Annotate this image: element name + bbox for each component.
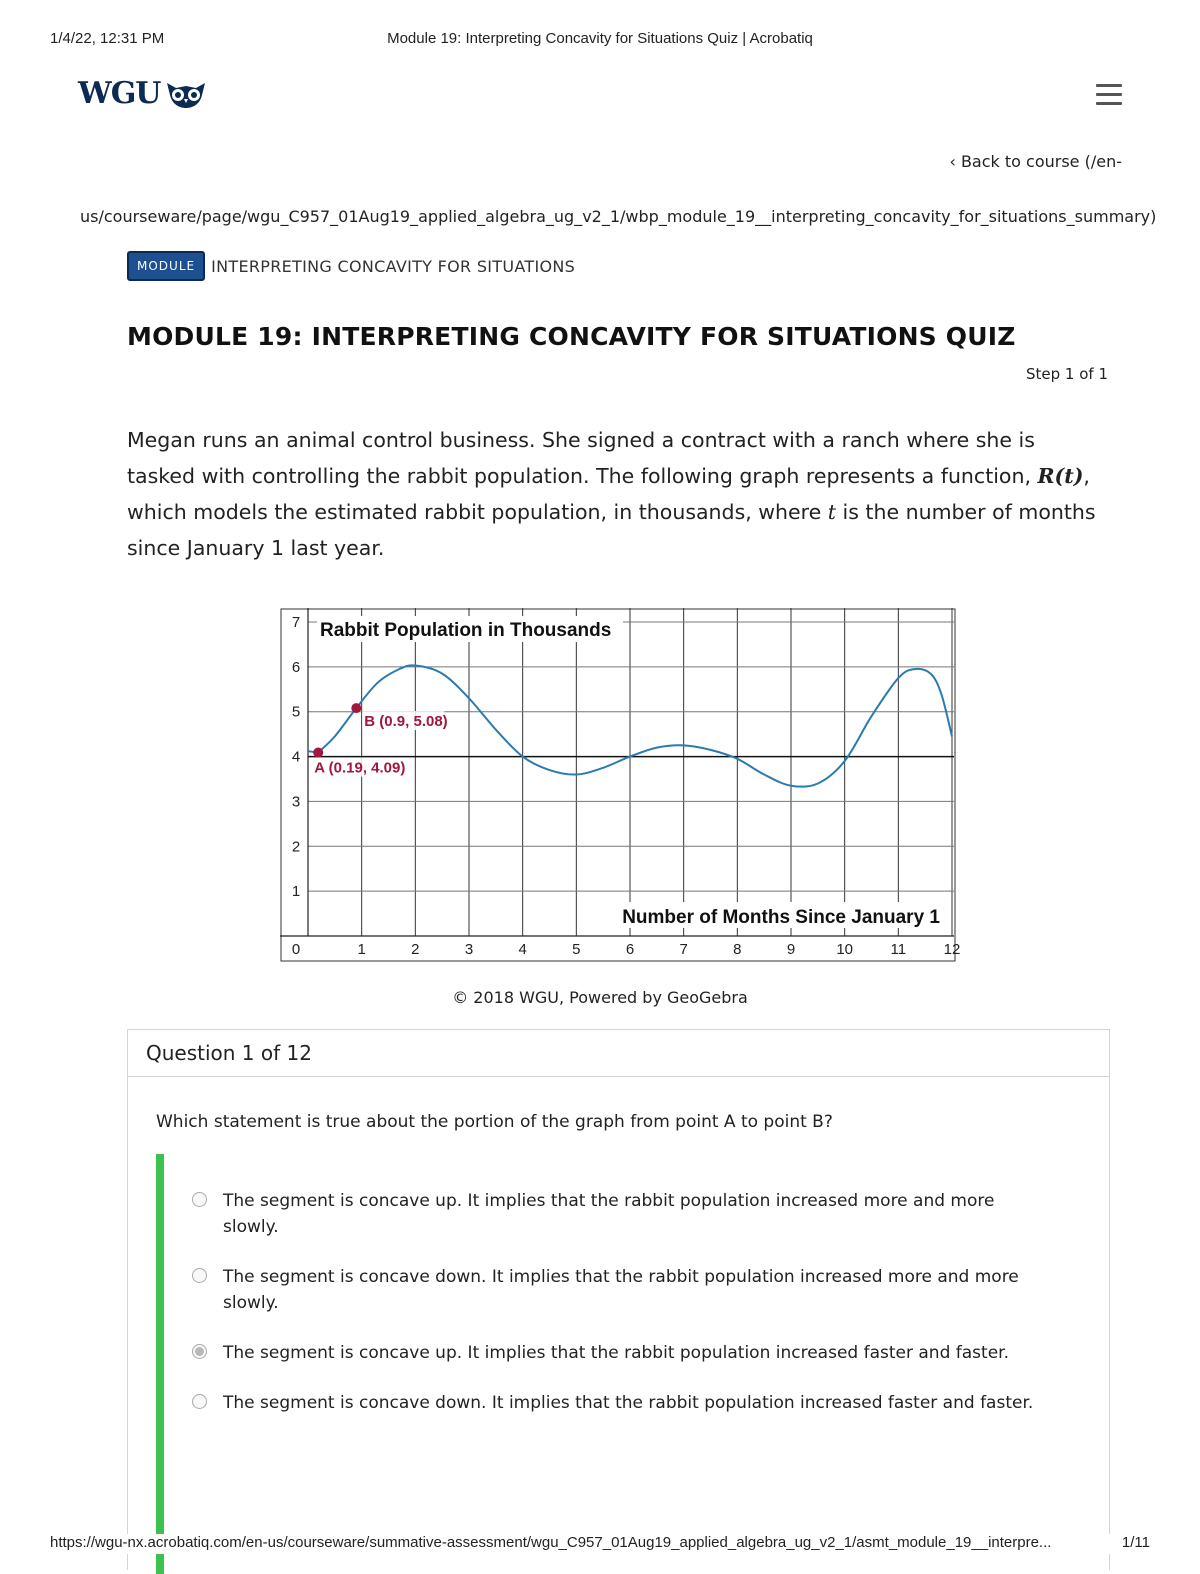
x-tick-label: 2 — [411, 941, 420, 958]
radio-button[interactable] — [192, 1192, 207, 1207]
variable-name: t — [827, 500, 837, 524]
menu-icon[interactable] — [1096, 84, 1122, 106]
y-tick-label: 7 — [291, 614, 301, 631]
point-b — [351, 703, 361, 713]
y-tick-label: 2 — [291, 838, 301, 856]
prompt-text-2: , which models the estimated rabbit population, in thousands, where — [127, 464, 1090, 524]
module-breadcrumb — [127, 251, 575, 281]
page-number: 1/11 — [1121, 1534, 1150, 1551]
x-axis-label: Number of Months Since January 1 — [622, 907, 940, 928]
step-indicator: Step 1 of 1 — [1025, 365, 1108, 383]
answer-label[interactable]: The segment is concave down. It implies that the rabbit population increased more and more slowly. — [223, 1267, 1019, 1313]
x-tick-label: 12 — [943, 941, 961, 958]
question-text: Which statement is true about the portion of the graph from point A to point B? — [156, 1112, 833, 1132]
print-url: https://wgu-nx.acrobatiq.com/en-us/courseware/summative-assessment/wgu_C957_01Aug19_applied_algebra_ug_v2_1/asmt_module_19__interpre... — [50, 1534, 1052, 1551]
print-date: 1/4/22, 12:31 PM — [50, 30, 165, 47]
prompt-text-1: Megan runs an animal control business. She signed a contract with a ranch where she is tasked with controlling the rabbit population. The following graph represents a function, — [127, 428, 1038, 488]
print-footer — [50, 1534, 1150, 1554]
question-counter: Question 1 of 12 — [128, 1030, 1109, 1077]
x-tick-label: 6 — [625, 941, 635, 958]
answer-option[interactable] — [192, 1390, 1052, 1416]
page-title: MODULE 19: INTERPRETING CONCAVITY FOR SITUATIONS QUIZ — [127, 322, 1016, 351]
module-name: INTERPRETING CONCAVITY FOR SITUATIONS — [211, 256, 576, 276]
prompt-text-3: is the number of months since January 1 last year. — [127, 500, 1096, 560]
x-tick-label: 11 — [890, 941, 907, 958]
answer-label[interactable]: The segment is concave down. It implies that the rabbit population increased faster and faster. — [223, 1393, 1034, 1413]
print-header — [50, 30, 1150, 50]
logo-text: WGU — [78, 76, 161, 111]
y-tick-label: 4 — [291, 748, 301, 766]
chart-svg — [280, 608, 961, 962]
y-tick-label: 1 — [291, 883, 301, 901]
answer-label[interactable]: The segment is concave up. It implies that the rabbit population increased faster and faster. — [223, 1343, 1009, 1363]
x-tick-label: 3 — [464, 941, 474, 958]
chart-caption: © 2018 WGU, Powered by GeoGebra — [452, 988, 748, 1007]
answer-option[interactable] — [192, 1340, 1052, 1366]
module-badge: MODULE — [127, 251, 205, 281]
answer-label[interactable]: The segment is concave up. It implies that the rabbit population increased more and more slowly. — [223, 1191, 995, 1237]
y-tick-label: 6 — [291, 658, 301, 676]
y-tick-label: 5 — [291, 703, 301, 721]
answer-option[interactable] — [192, 1188, 1052, 1240]
x-tick-label: 4 — [518, 941, 527, 958]
owl-icon — [164, 79, 208, 109]
x-tick-label: 7 — [679, 941, 688, 958]
x-tick-label: 5 — [572, 941, 581, 958]
radio-button-selected[interactable] — [192, 1344, 207, 1359]
point-a-label: A (0.19, 4.09) — [314, 759, 406, 777]
x-tick-label: 8 — [733, 941, 742, 958]
answer-options — [192, 1188, 1052, 1440]
wgu-logo[interactable] — [78, 76, 208, 111]
y-tick-label: 3 — [291, 793, 301, 811]
point-b-label: B (0.9, 5.08) — [364, 713, 448, 731]
question-panel — [127, 1029, 1110, 1570]
x-tick-label: 9 — [786, 941, 796, 958]
rabbit-population-chart — [280, 608, 961, 962]
print-page-title: Module 19: Interpreting Concavity for Situations Quiz | Acrobatiq — [387, 30, 813, 47]
function-name: R(t) — [1037, 464, 1084, 488]
back-to-course-link[interactable]: ‹ Back to course (/en- — [949, 152, 1122, 171]
radio-button[interactable] — [192, 1268, 207, 1283]
x-tick-label: 10 — [836, 941, 854, 958]
answer-option[interactable] — [192, 1264, 1052, 1316]
radio-button[interactable] — [192, 1394, 207, 1409]
chart-title: Rabbit Population in Thousands — [320, 620, 612, 641]
x-tick-label: 1 — [357, 941, 366, 958]
point-a — [313, 748, 323, 758]
question-prompt — [127, 422, 1107, 566]
x-tick-label: 0 — [291, 941, 301, 958]
back-to-course-url[interactable]: us/courseware/page/wgu_C957_01Aug19_applied_algebra_ug_v2_1/wbp_module_19__interpreting_concavity_for_situations_summary) — [80, 207, 1157, 226]
answer-highlight-bar — [156, 1154, 164, 1574]
